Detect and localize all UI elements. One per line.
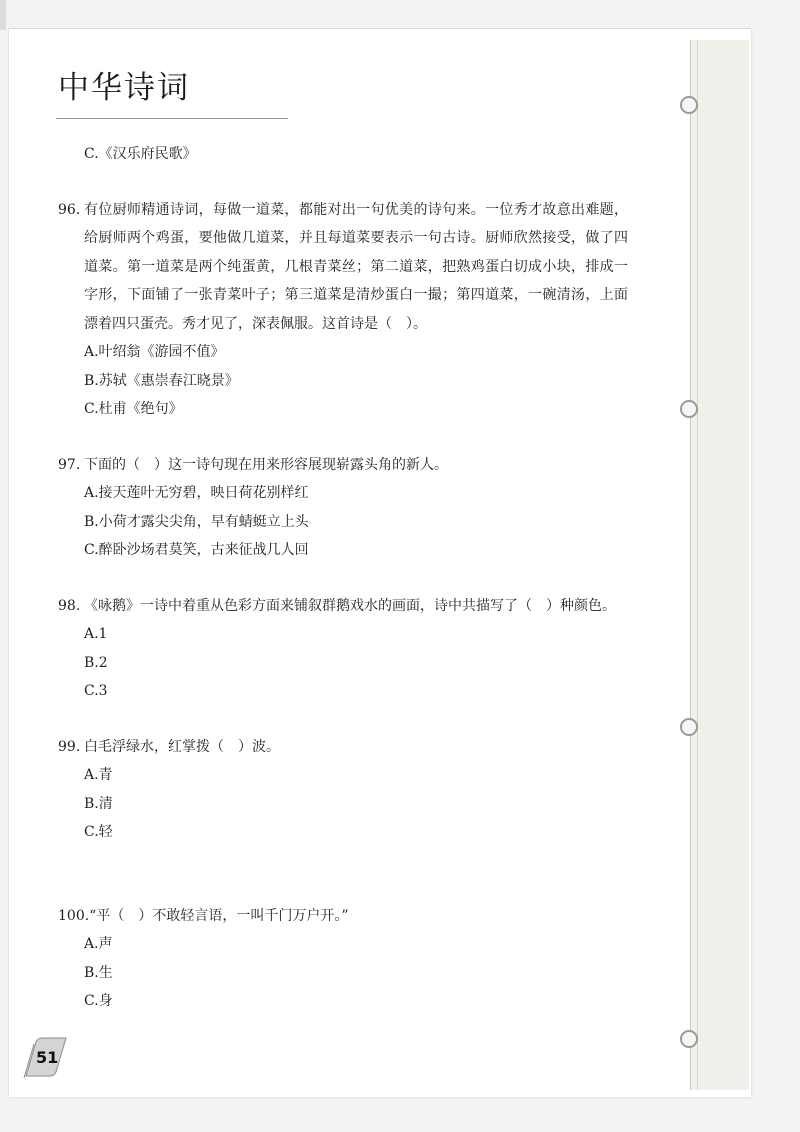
question-number: 96. [58,201,81,218]
answer-option: A.声 [84,936,113,952]
question-text: 有位厨师精通诗词，每做一道菜，都能对出一句优美的诗句来。一位秀才故意出难题，给厨师两个鸡蛋，要他做几道菜，并且每道菜要表示一句古诗。厨师欣然接受，做了四道菜。第一道菜是两个纯蛋黄，几根青菜丝；第二道菜，把熟鸡蛋白切成小块，排成一字形，下面铺了一张青菜叶子；第三道菜是清炒蛋白一撮；第四道菜，一碗清汤，上面漂着四只蛋壳。秀才见了，深表佩服。这首诗是（ ）。 [84,201,628,332]
binder-ring-icon [680,400,698,418]
question-number: 97. [58,456,81,473]
scan-corner-mark [0,0,6,30]
question-stem [58,902,628,931]
question-content [58,140,628,1016]
answer-option: C.3 [84,683,108,699]
answer-option: C.醉卧沙场君莫笑，古来征战几人回 [84,542,309,558]
header-divider [56,118,288,119]
page-number-badge [22,1036,70,1080]
question-stem [58,196,628,339]
question-text: 下面的（ ）这一诗句现在用来形容展现崭露头角的新人。 [84,456,448,473]
question-number: 99. [58,738,81,755]
question-stem [58,592,628,621]
answer-option: B.苏轼《惠崇春江晓景》 [84,372,239,389]
answer-option: B.2 [84,654,108,671]
answer-option: B.清 [84,795,113,812]
question-text: “平（ ）不敢轻言语，一叫千门万户开。” [89,907,349,924]
answer-option: A.叶绍翁《游园不值》 [84,344,225,360]
question-number: 98. [58,597,81,614]
answer-option: B.小荷才露尖尖角，早有蜻蜓立上头 [84,513,309,530]
question-number: 100. [58,907,90,924]
binding-strip [690,40,749,1090]
answer-option: A.接天莲叶无穷碧，映日荷花别样红 [84,485,309,501]
question-stem [58,451,628,480]
answer-option: C.身 [84,993,113,1009]
question-99 [58,733,628,847]
question-98 [58,592,628,706]
question-text: 《咏鹅》一诗中着重从色彩方面来铺叙群鹅戏水的画面，诗中共描写了（ ）种颜色。 [84,597,616,614]
question-96 [58,196,628,424]
binder-ring-icon [680,96,698,114]
answer-option: C.轻 [84,824,113,840]
question-97 [58,451,628,565]
page-header-title: 中华诗词 [58,70,190,106]
question-100 [58,902,628,1016]
page-number: 51 [36,1048,59,1067]
binder-ring-icon [680,1030,698,1048]
binder-ring-icon [680,718,698,736]
answer-option: C.杜甫《绝句》 [84,401,183,417]
previous-question-option: C.《汉乐府民歌》 [84,146,197,162]
answer-option: A.青 [84,767,113,783]
binding-edge-line [697,40,698,1090]
answer-option: B.生 [84,964,113,981]
question-stem [58,733,628,762]
answer-option: A.1 [84,626,108,642]
question-text: 白毛浮绿水，红掌拨（ ）波。 [84,738,280,755]
